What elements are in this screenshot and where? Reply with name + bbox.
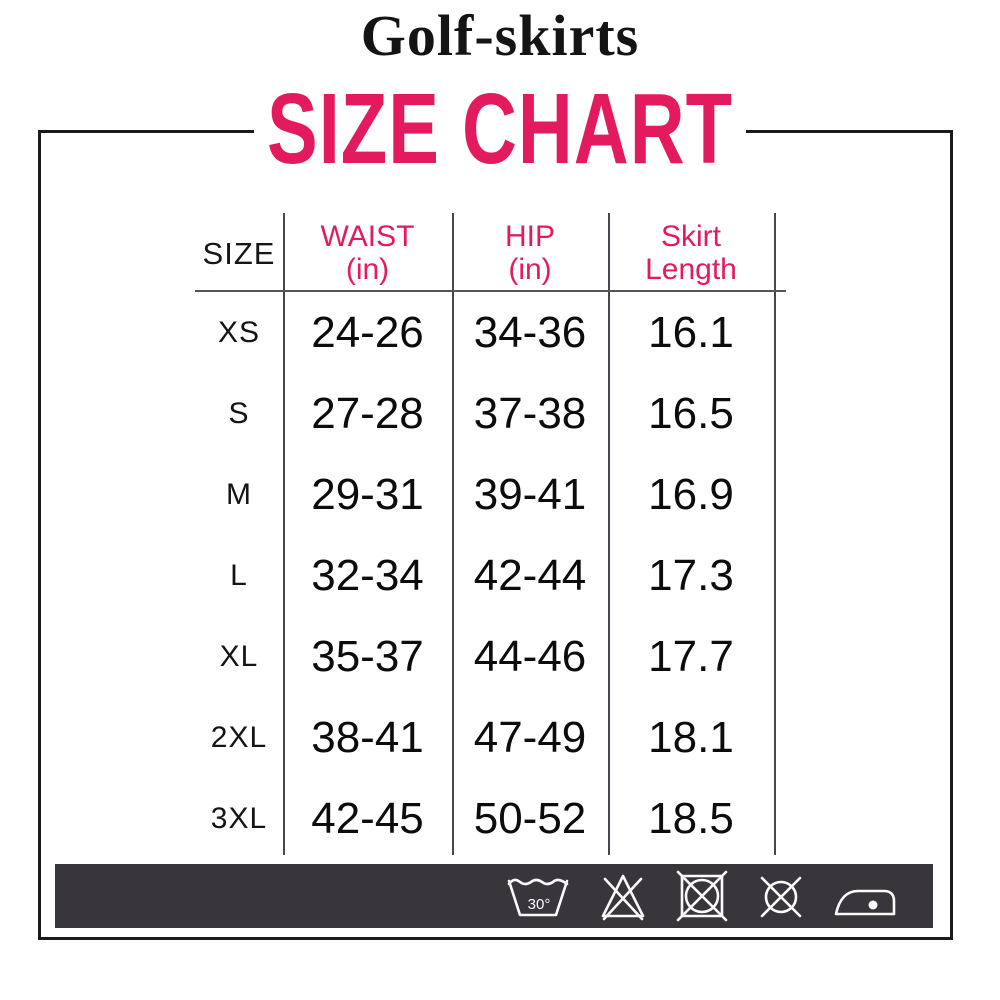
header-hip-line2: (in) xyxy=(508,253,552,286)
length-cell: 17.3 xyxy=(648,550,734,600)
header-waist-line1: WAIST xyxy=(320,220,415,253)
length-cell: 16.5 xyxy=(648,388,734,438)
waist-cell: 32-34 xyxy=(311,550,424,600)
hip-cell: 44-46 xyxy=(473,631,587,681)
waist-cell: 24-26 xyxy=(311,307,424,357)
header-skirt-line2: Length xyxy=(645,253,737,286)
machine-wash-30-icon xyxy=(505,872,571,920)
waist-cell: 35-37 xyxy=(311,631,424,681)
header-hip-line1: HIP xyxy=(504,220,555,253)
size-table xyxy=(195,214,774,859)
header-skirt-line1: Skirt xyxy=(661,220,721,253)
size-cell: M xyxy=(226,477,252,511)
length-cell: 18.5 xyxy=(648,793,734,843)
size-cell: 2XL xyxy=(210,720,268,754)
hip-cell: 39-41 xyxy=(473,469,587,519)
hip-cell: 34-36 xyxy=(473,307,587,357)
size-cell: 3XL xyxy=(210,801,268,835)
hip-cell: 47-49 xyxy=(473,712,587,762)
header-waist xyxy=(283,214,452,292)
length-cell: 16.9 xyxy=(648,469,734,519)
length-cell: 16.1 xyxy=(648,307,734,357)
iron-one-dot-icon xyxy=(833,872,897,920)
header-size: SIZE xyxy=(202,235,276,271)
care-instructions-bar xyxy=(55,864,933,928)
waist-cell: 42-45 xyxy=(311,793,424,843)
length-cell: 18.1 xyxy=(648,712,734,762)
wash-temp-label: 30° xyxy=(527,896,551,913)
size-cell: XL xyxy=(219,639,259,673)
brand-title: Golf-skirts xyxy=(360,3,640,68)
do-not-dry-clean-icon xyxy=(756,871,806,921)
header-waist-line2: (in) xyxy=(345,253,390,286)
table-vertical-line xyxy=(774,213,776,855)
size-cell: L xyxy=(230,558,248,592)
size-cell: XS xyxy=(217,315,261,349)
do-not-bleach-icon xyxy=(598,871,648,921)
hip-cell: 50-52 xyxy=(473,793,587,843)
waist-cell: 27-28 xyxy=(311,388,424,438)
hip-cell: 37-38 xyxy=(473,388,587,438)
do-not-tumble-dry-icon xyxy=(675,869,729,923)
size-cell: S xyxy=(228,396,250,430)
page-title: SIZE CHART xyxy=(254,80,746,180)
waist-cell: 29-31 xyxy=(311,469,424,519)
waist-cell: 38-41 xyxy=(311,712,424,762)
header-hip xyxy=(452,214,608,292)
hip-cell: 42-44 xyxy=(473,550,587,600)
chart-frame xyxy=(38,130,953,940)
length-cell: 17.7 xyxy=(648,631,734,681)
header-skirt-length xyxy=(608,214,774,292)
